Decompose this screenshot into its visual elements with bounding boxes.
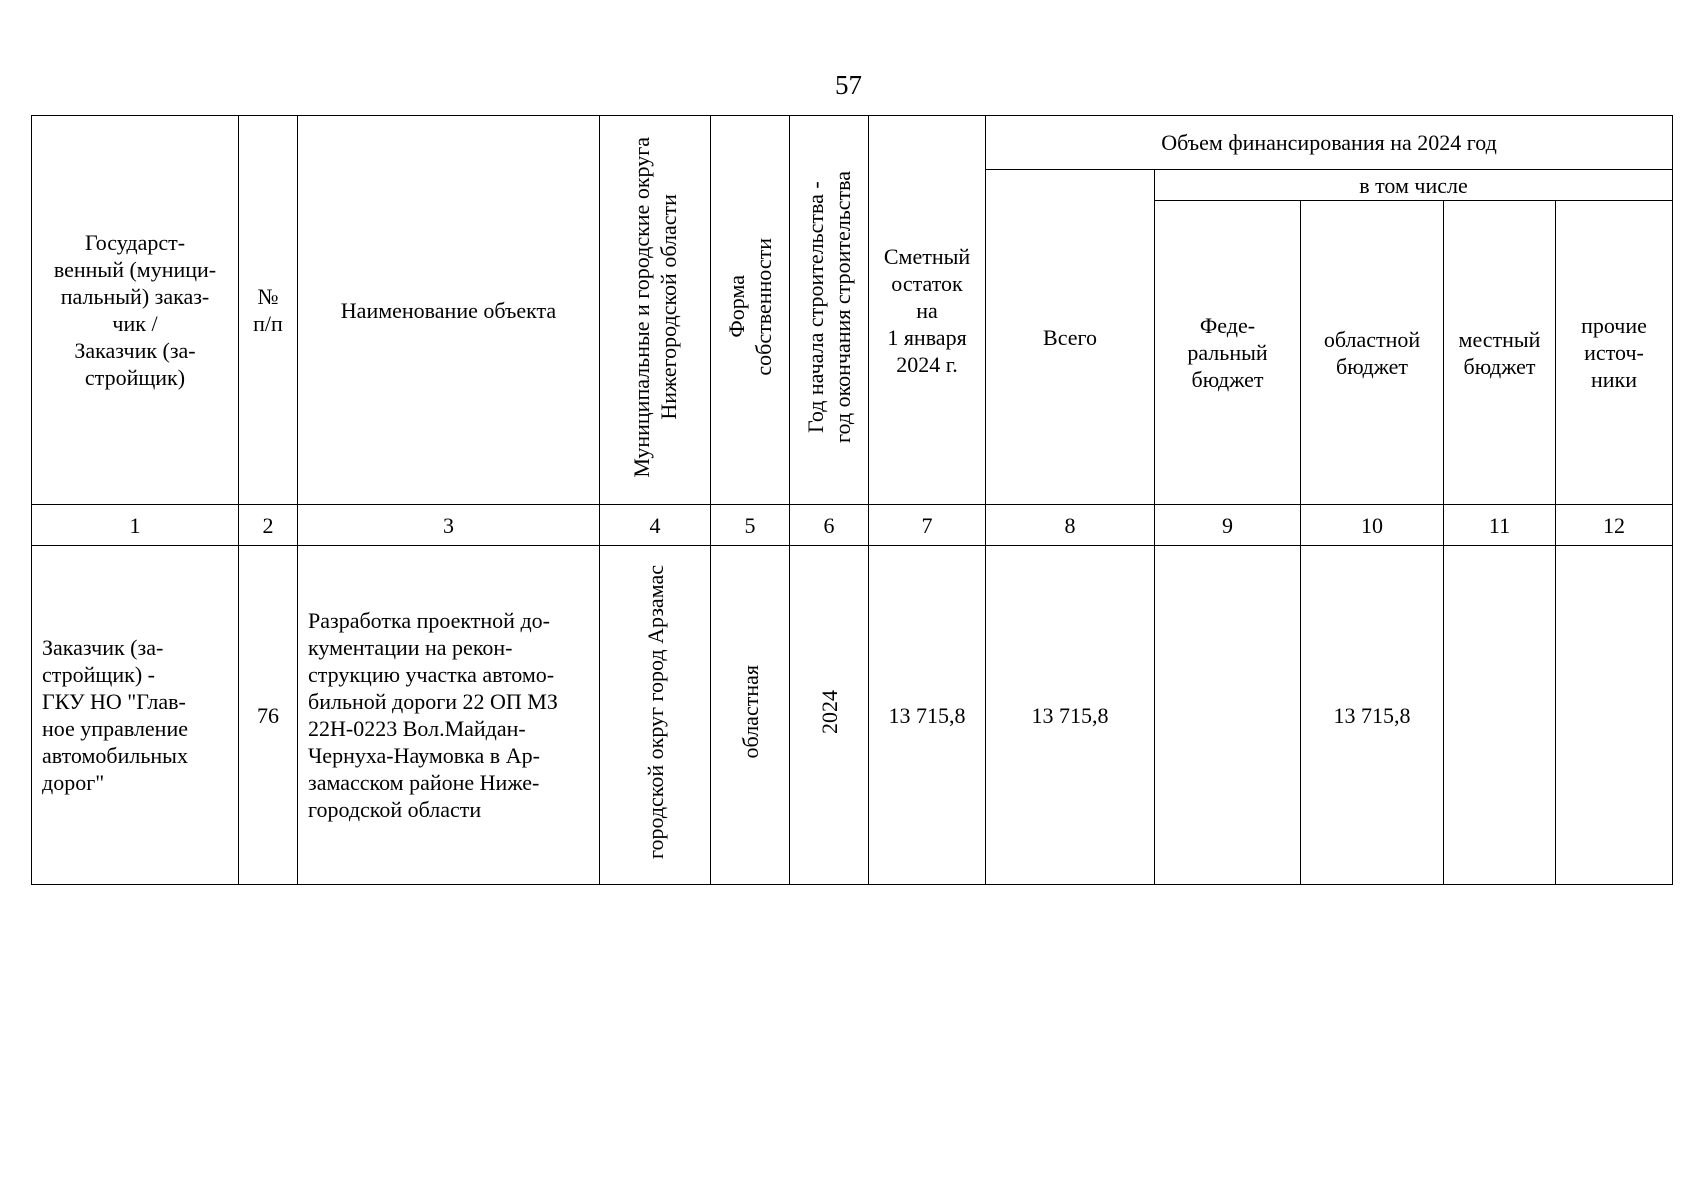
row-years: 2024 (816, 690, 842, 734)
column-number: 4 (600, 505, 711, 546)
row-number: 76 (239, 546, 298, 885)
row-district-cell (600, 546, 711, 885)
row-regional-budget: 13 715,8 (1301, 546, 1444, 885)
column-number: 10 (1301, 505, 1444, 546)
row-federal-budget (1155, 546, 1301, 885)
row-years-cell (790, 546, 869, 885)
header-districts-cell (600, 116, 711, 505)
column-number: 3 (298, 505, 600, 546)
header-ownership: Форма собственности (724, 238, 776, 376)
header-local-budget: местный бюджет (1444, 201, 1556, 505)
header-total: Всего (986, 170, 1155, 505)
column-number: 9 (1155, 505, 1301, 546)
header-number: № п/п (239, 116, 298, 505)
header-districts: Муниципальные и городские округа Нижегородской области (629, 136, 681, 478)
header-including: в том числе (1155, 170, 1673, 201)
row-other-sources (1556, 546, 1673, 885)
column-number: 1 (32, 505, 239, 546)
row-customer: Заказчик (за- стройщик) - ГКУ НО "Глав- ное управление автомобильных дорог" (32, 546, 239, 885)
row-estimated-balance: 13 715,8 (869, 546, 986, 885)
header-years-cell (790, 116, 869, 505)
column-number: 7 (869, 505, 986, 546)
table-row (32, 546, 1673, 885)
column-numbers-row (32, 505, 1673, 546)
column-number: 12 (1556, 505, 1673, 546)
header-ownership-cell (711, 116, 790, 505)
page-number: 57 (835, 70, 862, 100)
header-regional-budget: областной бюджет (1301, 201, 1444, 505)
header-federal-budget: Феде- ральный бюджет (1155, 201, 1301, 505)
column-number: 2 (239, 505, 298, 546)
header-object-name: Наименование объекта (298, 116, 600, 505)
row-object-name: Разработка проектной до- кументации на рекон- струкцию участка автомо- бильной дороги 22 ОП МЗ 22Н-0223 Вол.Майдан- Чернуха-Наумовка в Ар- замасском районе Ниже- городской области (298, 546, 600, 885)
header-customer: Государст- венный (муници- пальный) заказ- чик / Заказчик (за- стройщик) (32, 116, 239, 505)
row-total: 13 715,8 (986, 546, 1155, 885)
column-number: 11 (1444, 505, 1556, 546)
column-number: 6 (790, 505, 869, 546)
row-ownership: областная (737, 665, 763, 759)
column-number: 5 (711, 505, 790, 546)
header-other-sources: прочие источ- ники (1556, 201, 1673, 505)
column-number: 8 (986, 505, 1155, 546)
row-district: городской округ город Арзамас (642, 564, 668, 859)
row-ownership-cell (711, 546, 790, 885)
financing-table (31, 115, 1673, 885)
header-estimated-balance: Сметный остаток на 1 января 2024 г. (869, 116, 986, 505)
header-financing-title: Объем финансирования на 2024 год (986, 116, 1673, 170)
header-row-1 (32, 116, 1673, 170)
row-local-budget (1444, 546, 1556, 885)
header-construction-years: Год начала строительства - год окончания строительства (803, 171, 855, 443)
